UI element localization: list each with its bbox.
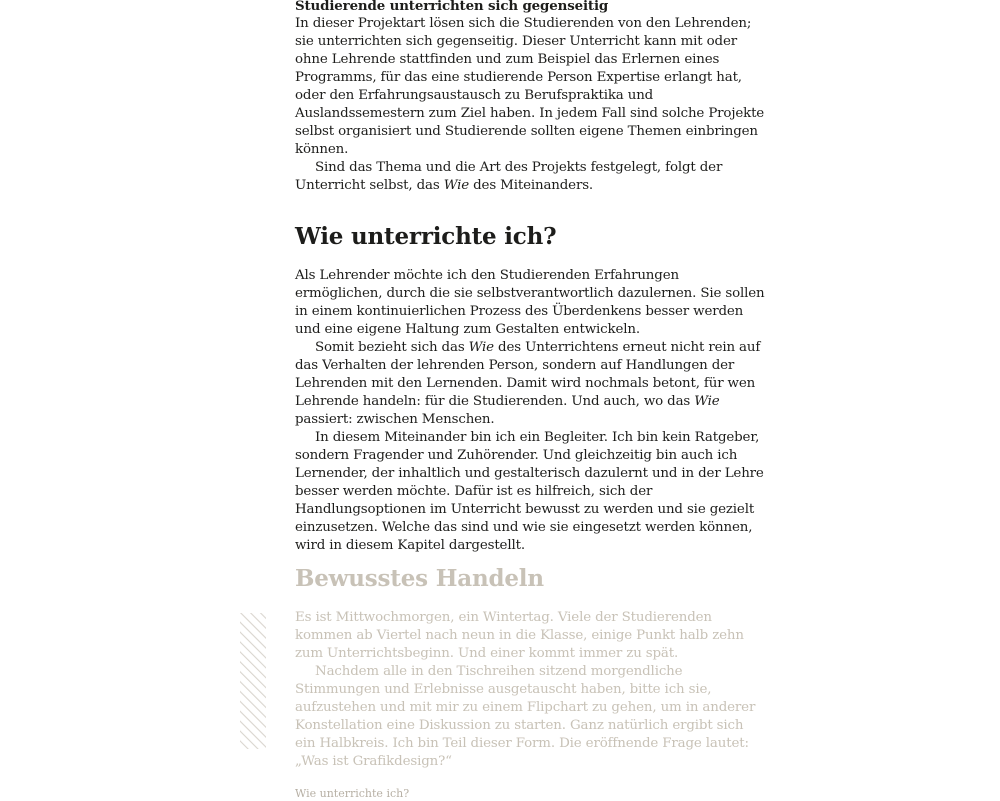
text-run: des Miteinanders. <box>469 178 594 193</box>
emphasis-text: Wie <box>443 178 470 193</box>
paragraph: In dieser Projektart lösen sich die Studierenden von den Lehrenden; sie unterrichten sich gegenseitig. Dieser Unterricht kann mit oder ohne Lehrende stattfinden und zum Beispiel das Erlernen eines Programms, für das eine studierende Person Expertise erlangt hat, oder den Erfahrungsaustausch zu Berufspraktika und Auslandssemestern zum Ziel haben. In jedem Fall sind solche Projekte selbst organisiert und Studierende sollten eigene Themen einbringen können. <box>295 16 765 157</box>
emphasis-text: Wie <box>694 394 720 409</box>
section-peer-teaching <box>295 0 765 195</box>
diagonal-hatch-decoration <box>240 613 266 749</box>
paragraph: Als Lehrender möchte ich den Studierenden Erfahrungen ermöglichen, durch die sie selbstverantwortlich dazulernen. Sie sollen in einem kontinuierlichen Prozess des Überdenkens besser werden und eine eigene Haltung zum Gestalten entwickeln. <box>295 268 765 337</box>
text-run: Sind das Thema und die Art des Projekts festgelegt, folgt der Unterricht selbst, das <box>295 160 723 193</box>
text-run: des Unterrichtens erneut nicht rein auf das Verhalten der lehrenden Person, sondern auf Handlungen der Lehrenden mit den Lernenden. Damit wird nochmals betont, für wen Lehrende handeln: für die Studierenden. Und auch, wo das <box>295 340 761 409</box>
paragraph: Nachdem alle in den Tischreihen sitzend morgendliche Stimmungen und Erlebnisse ausgetauscht haben, bitte ich sie, aufzustehen und mit mir zu einem Flipchart zu gehen, um in anderer Konstellation eine Diskussion zu starten. Ganz natürlich ergibt sich ein Halbkreis. Ich bin Teil dieser Form. Die eröffnende Frage lautet: „Was ist Grafikdesign?“ <box>295 664 756 769</box>
emphasis-text: Wie <box>468 340 494 355</box>
text-run: Somit bezieht sich das <box>315 340 469 355</box>
paragraph <box>295 159 765 195</box>
section-bewusstes-handeln <box>295 609 765 771</box>
section-subheading: Studierende unterrichten sich gegenseitig <box>295 0 609 14</box>
chapter-heading: Wie unterrichte ich? <box>295 223 557 250</box>
paragraph <box>295 339 765 429</box>
text-run: passiert: zwischen Menschen. <box>295 412 495 427</box>
section-heading-muted: Bewusstes Handeln <box>295 565 544 592</box>
section-wie-unterrichte-ich <box>295 267 765 555</box>
paragraph: Es ist Mittwochmorgen, ein Wintertag. Viele der Studierenden kommen ab Viertel nach neun in die Klasse, einige Punkt halb zehn zum Unterrichtsbeginn. Und einer kommt immer zu spät. <box>295 610 744 661</box>
running-footer: Wie unterrichte ich? <box>295 787 410 800</box>
paragraph: In diesem Miteinander bin ich ein Begleiter. Ich bin kein Ratgeber, sondern Fragender und Zuhörender. Und gleichzeitig bin auch ich Lernender, der inhaltlich und gestalterisch dazulernt und in der Lehre besser werden möchte. Dafür ist es hilfreich, sich der Handlungsoptionen im Unterricht bewusst zu werden und sie gezielt einzusetzen. Welche das sind und wie sie eingesetzt werden können, wird in diesem Kapitel dargestellt. <box>295 430 764 553</box>
